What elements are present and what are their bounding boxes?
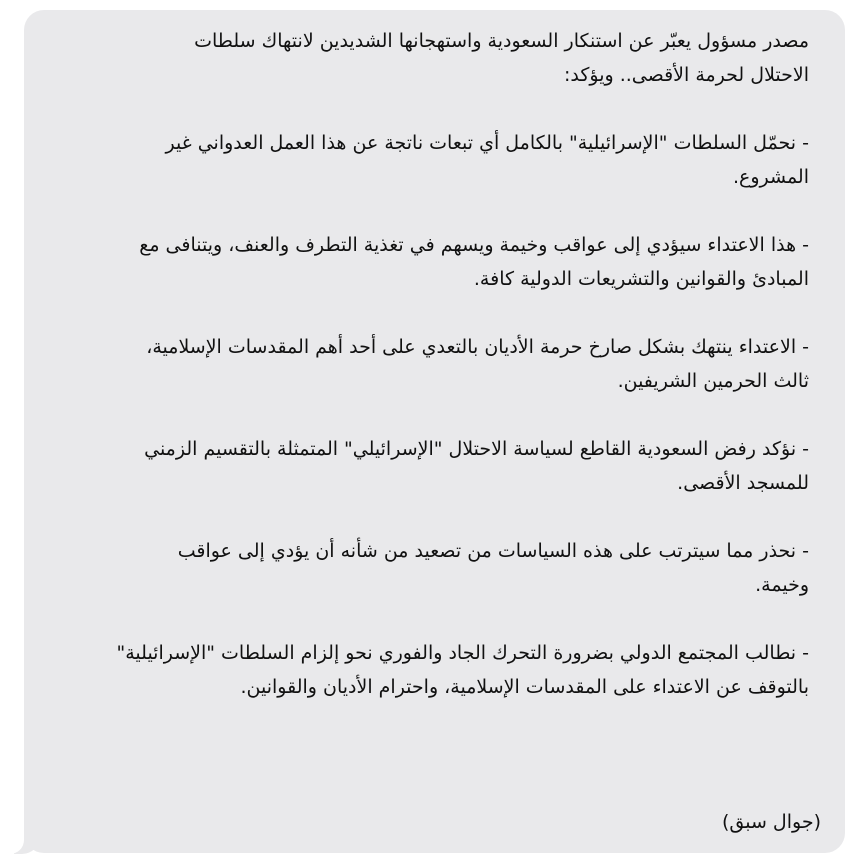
- message-line: الاحتلال لحرمة الأقصى.. ويؤكد:: [563, 64, 809, 86]
- message-paragraph: [50, 432, 809, 500]
- message-paragraph: [50, 228, 809, 296]
- message-line: - نحذر مما سيترتب على هذه السياسات من تصعيد من شأنه أن يؤدي إلى عواقب: [177, 540, 809, 562]
- message-line: المشروع.: [732, 166, 809, 188]
- message-line: وخيمة.: [755, 574, 809, 596]
- message-line: - نؤكد رفض السعودية القاطع لسياسة الاحتلال "الإسرائيلي" المتمثلة بالتقسيم الزمني: [144, 438, 809, 460]
- message-line: ثالث الحرمين الشريفين.: [617, 370, 809, 392]
- message-line: - نطالب المجتمع الدولي بضرورة التحرك الجاد والفوري نحو إلزام السلطات "الإسرائيلية": [116, 642, 809, 664]
- message-line: المبادئ والقوانين والتشريعات الدولية كافة.: [473, 268, 809, 290]
- message-paragraph: [50, 330, 809, 398]
- message-source: (جوال سبق): [721, 811, 821, 833]
- message-line: - هذا الاعتداء سيؤدي إلى عواقب وخيمة ويسهم في تغذية التطرف والعنف، ويتنافى مع: [139, 234, 809, 256]
- message-paragraph-headline: [50, 24, 809, 92]
- message-line: - نحمّل السلطات "الإسرائيلية" بالكامل أي تبعات ناتجة عن هذا العمل العدواني غير: [165, 132, 809, 154]
- message-paragraph: [50, 636, 809, 704]
- message-bubble[interactable]: [24, 10, 845, 853]
- message-line: - الاعتداء ينتهك بشكل صارخ حرمة الأديان بالتعدي على أحد أهم المقدسات الإسلامية،: [146, 336, 809, 358]
- message-line: للمسجد الأقصى.: [677, 472, 809, 494]
- message-paragraph: [50, 534, 809, 602]
- message-paragraph: [50, 126, 809, 194]
- message-line: بالتوقف عن الاعتداء على المقدسات الإسلامية، واحترام الأديان والقوانين.: [240, 676, 809, 698]
- message-line: مصدر مسؤول يعبّر عن استنكار السعودية واستهجانها الشديدين لانتهاك سلطات: [194, 30, 809, 52]
